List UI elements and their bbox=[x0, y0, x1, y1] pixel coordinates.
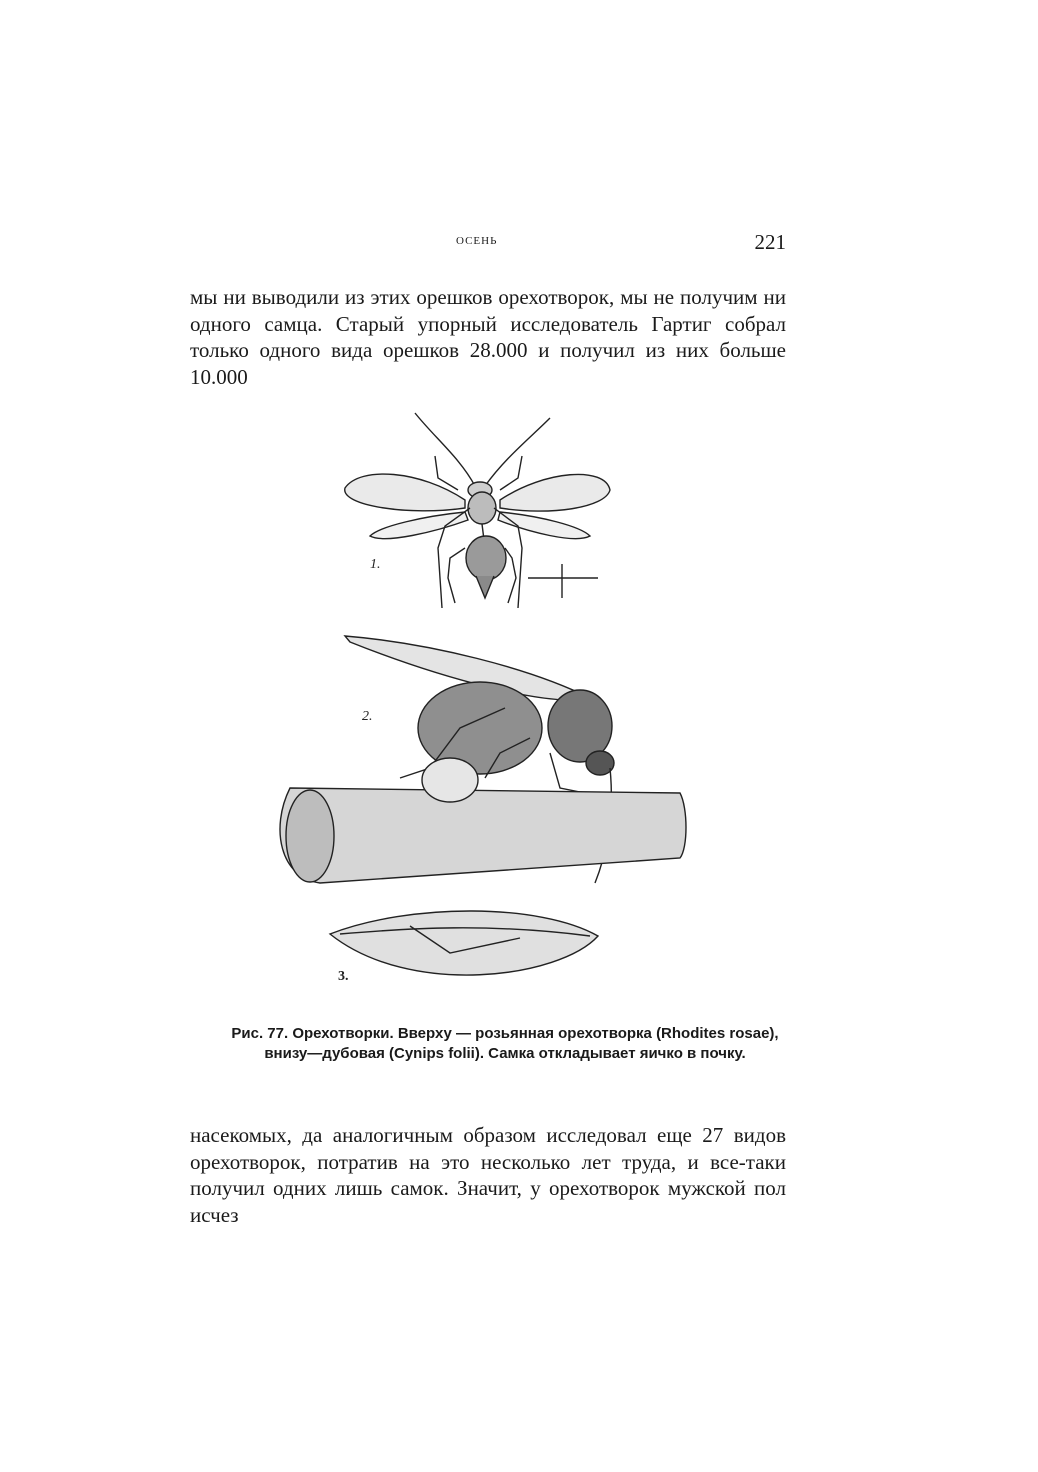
oak-twig-drawing bbox=[280, 758, 686, 883]
figure-gall-wasps bbox=[260, 408, 700, 988]
wasp-1-drawing bbox=[345, 413, 610, 608]
wing-3-drawing bbox=[330, 911, 598, 975]
paragraph-top: мы ни выводили из этих орешков орехотворок, мы не получим ни одного самца. Старый упорный исследователь Гартиг собрал только одного вида орешков 28.000 и получил из них больше 10.000 bbox=[190, 285, 786, 389]
running-head bbox=[190, 230, 786, 254]
figure-illustration bbox=[260, 408, 700, 988]
running-title: осень bbox=[456, 232, 498, 248]
figure-label-2: 2. bbox=[362, 709, 373, 724]
page-number: 221 bbox=[754, 230, 786, 254]
figure-label-1: 1. bbox=[370, 557, 381, 572]
paragraph-bottom: насекомых, да аналогичным образом исследовал еще 27 видов орехотворок, потратив на это несколько лет труда, и все-таки получил одних лишь самок. Значит, у орехотворок мужской пол исчез bbox=[190, 1123, 786, 1227]
figure-caption: Рис. 77. Орехотворки. Вверху — розьянная орехотворка (Rhodites rosae), внизу—дубовая (Cynips folii). Самка откладывает яичко в почку. bbox=[231, 1025, 779, 1062]
figure-label-3: 3. bbox=[338, 969, 349, 984]
scale-bar-icon bbox=[528, 564, 598, 598]
